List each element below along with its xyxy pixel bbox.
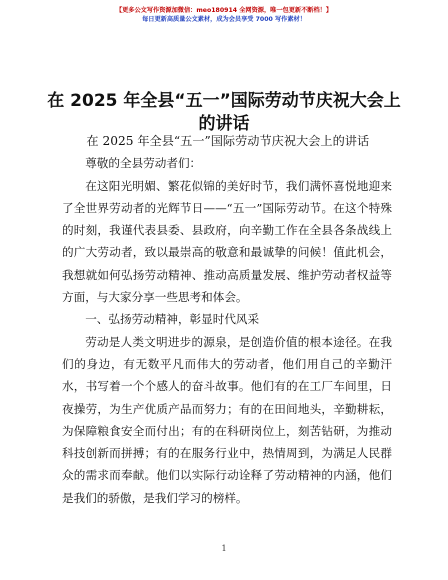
page-number: 1: [221, 544, 227, 553]
paragraph-intro: 在这阳光明媚、繁花似锦的美好时节，我们满怀喜悦地迎来了全世界劳动者的光辉节日——“五一”国际劳动节。在这个特殊的时刻，我谨代表县委、县政府，向辛勤工作在全县各条战线上的广大劳动者，致以最崇高的敬意和最诚挚的问候！值此机会，我想就如何弘扬劳动精神、推动高质量发展、维护劳动者权益等方面，与大家分享一些思考和体会。: [62, 178, 392, 305]
salutation: 尊敬的全县劳动者们：: [85, 156, 202, 171]
section-heading-1: 一、弘扬劳动精神，彰显时代风采: [85, 312, 260, 327]
document-body: [62, 130, 392, 509]
promo-banner: [0, 6, 448, 24]
promo-banner-line-1: 【更多公文写作资源加微信：meo180914 全网资源，唯一包更新不断档！】: [115, 7, 333, 14]
document-title: 在 2025 年全县“五一”国际劳动节庆祝大会上的讲话: [47, 91, 401, 134]
paragraph-section-1: 劳动是人类文明进步的源泉，是创造价值的根本途径。在我们的身边，有无数平凡而伟大的劳动者，他们用自己的辛勤汗水，书写着一个个感人的奋斗故事。他们有的在工厂车间里，日夜操劳，为生产优质产品而努力；有的在田间地头，辛勤耕耘，为保障粮食安全而付出；有的在科研岗位上，刻苦钻研，为推动科技创新而拼搏；有的在服务行业中，热情周到，为满足人民群众的需求而奉献。他们以实际行动诠释了劳动精神的内涵，他们是我们的骄傲，是我们学习的榜样。: [62, 334, 392, 505]
promo-banner-line-2: 每日更新高质量公文素材，成为会员享受 7000 写作素材！: [142, 16, 306, 23]
document-subtitle: 在 2025 年全县“五一”国际劳动节庆祝大会上的讲话: [86, 134, 370, 148]
